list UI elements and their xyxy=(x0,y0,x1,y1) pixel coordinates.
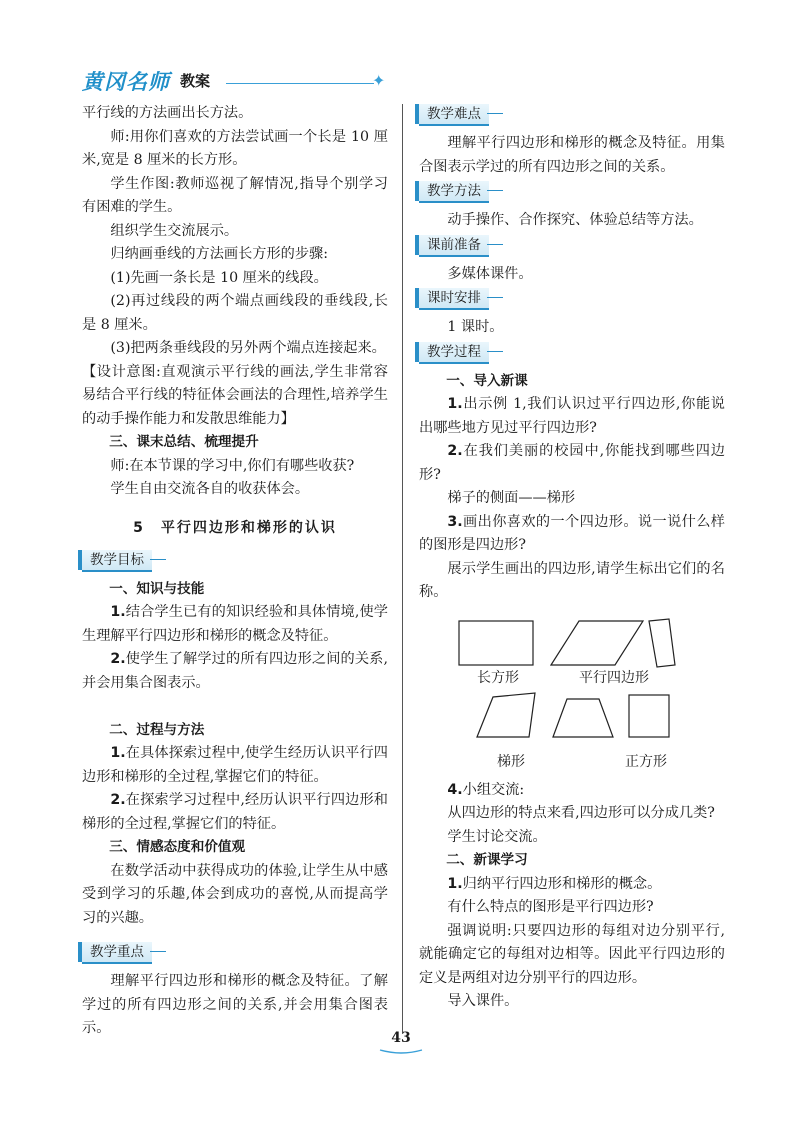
chapter-title: 5 平行四边形和梯形的认识 xyxy=(133,519,337,536)
item-number: 1. xyxy=(110,604,126,620)
item-number: 2. xyxy=(110,792,126,808)
section-heading: 一、知识与技能 xyxy=(109,580,205,597)
paragraph: (1)先画一条长是 10 厘米的线段。 xyxy=(110,269,328,286)
item-text: 在探索学习过程中,经历认识平行四边形和梯形的全过程,掌握它们的特征。 xyxy=(82,792,388,832)
item-number: 1. xyxy=(110,745,126,761)
item-text: 在我们美丽的校园中,你能找到哪些四边形? xyxy=(419,443,725,483)
item-number: 3. xyxy=(447,513,463,530)
spacer xyxy=(82,930,388,940)
parallelogram-shape xyxy=(551,621,643,665)
list-item xyxy=(82,789,388,836)
tag-label: 课时安排 xyxy=(419,288,489,310)
spacer xyxy=(82,695,388,719)
item-text: 在具体探索过程中,使学生经历认识平行四边形和梯形的全过程,掌握它们的特征。 xyxy=(82,745,388,785)
section-tag-goals xyxy=(82,550,388,574)
item-text: 小组交流: xyxy=(462,781,525,798)
paragraph: 组织学生交流展示。 xyxy=(110,222,239,239)
section-tag-prep xyxy=(419,235,725,259)
paragraph: 学生作图:教师巡视了解情况,指导个别学习有困难的学生。 xyxy=(82,175,388,215)
right-column xyxy=(419,102,725,1014)
item-text: 归纳平行四边形和梯形的概念。 xyxy=(462,875,662,892)
paragraph: 有什么特点的图形是平行四边形? xyxy=(447,899,654,915)
list-item xyxy=(419,779,725,803)
item-text: 使学生了解学过的所有四边形之间的关系,并会用集合图表示。 xyxy=(82,651,388,691)
left-column xyxy=(82,102,388,1041)
trapezoid-isosceles-shape xyxy=(553,699,613,737)
paragraph: 理解平行四边形和梯形的概念及特征。了解学过的所有四边形之间的关系,并会用集合图表示。 xyxy=(82,973,388,1036)
column-divider xyxy=(402,104,403,1032)
label-parallelogram: 平行四边形 xyxy=(579,669,649,686)
list-item xyxy=(419,440,725,487)
design-intent: 【设计意图:直观演示平行线的画法,学生非常容易结合平行线的特征体会画法的合理性,培养学生的动手操作能力和发散思维能力】 xyxy=(82,363,388,427)
tag-label: 教学重点 xyxy=(82,942,152,964)
section-heading: 二、新课学习 xyxy=(446,852,528,868)
item-number: 1. xyxy=(447,875,463,892)
list-item xyxy=(419,873,725,897)
item-text: 出示例 1,我们认识过平行四边形,你能说出哪些地方见过平行四边形? xyxy=(419,396,725,436)
section-tag-difficult xyxy=(419,104,725,128)
paragraph: 师:在本节课的学习中,你们有哪些收获? xyxy=(110,457,355,474)
item-number: 2. xyxy=(110,651,126,667)
section-heading: 一、导入新课 xyxy=(446,372,528,389)
paragraph: 多媒体课件。 xyxy=(447,265,533,282)
tag-label: 课前准备 xyxy=(419,235,489,257)
list-item xyxy=(82,742,388,789)
section-heading: 二、过程与方法 xyxy=(109,721,205,738)
paragraph: 理解平行四边形和梯形的概念及特征。用集合图表示学过的所有四边形之间的关系。 xyxy=(419,135,725,175)
tag-label: 教学方法 xyxy=(419,181,489,203)
page-header xyxy=(82,66,386,96)
section-tag-process xyxy=(419,342,725,366)
brand-logo: 黄冈名师 xyxy=(82,70,170,94)
paragraph: 展示学生画出的四边形,请学生标出它们的名称。 xyxy=(419,560,725,600)
paragraph: 从四边形的特点来看,四边形可以分成几类? xyxy=(447,805,715,821)
section-heading: 三、情感态度和价值观 xyxy=(109,839,246,855)
square-shape xyxy=(629,695,669,737)
shapes-svg xyxy=(419,613,725,773)
page-number: 43 xyxy=(391,1030,411,1046)
list-item xyxy=(82,648,388,695)
tag-label: 教学过程 xyxy=(419,342,489,364)
paragraph: 导入课件。 xyxy=(447,993,519,1009)
trapezoid-irregular-shape xyxy=(477,693,535,737)
paragraph: 梯子的侧面——梯形 xyxy=(447,490,576,506)
paragraph: 强调说明:只要四边形的每组对边分别平行,就能确定它的每组对边相等。因此平行四边形的定义是两组对边分别平行的四边形。 xyxy=(419,922,725,986)
paragraph: 1 课时。 xyxy=(447,319,504,335)
list-item xyxy=(82,601,388,648)
label-square: 正方形 xyxy=(625,753,667,770)
page-number-ornament xyxy=(378,1048,424,1054)
tag-label: 教学目标 xyxy=(82,550,152,572)
item-number: 1. xyxy=(447,396,463,412)
item-number: 4. xyxy=(447,781,463,798)
section-tag-key xyxy=(82,942,388,966)
parallelogram-tall-shape xyxy=(649,619,675,667)
paragraph: 在数学活动中获得成功的体验,让学生从中感受到学习的乐趣,体会到成功的喜悦,从而提高学习的兴趣。 xyxy=(82,862,388,926)
paragraph: 动手操作、合作探究、体验总结等方法。 xyxy=(447,212,703,228)
header-rule xyxy=(226,83,374,84)
list-item xyxy=(419,393,725,440)
rectangle-shape xyxy=(459,621,533,665)
paragraph: (2)再过线段的两个端点画线段的垂线段,长是 8 厘米。 xyxy=(82,293,388,333)
label-trapezoid: 梯形 xyxy=(497,753,525,770)
paragraph: 归纳画垂线的方法画长方形的步骤: xyxy=(110,246,328,262)
paragraph: 学生讨论交流。 xyxy=(447,828,547,845)
paragraph: 平行线的方法画出长方法。 xyxy=(82,105,253,121)
paragraph: 师:用你们喜欢的方法尝试画一个长是 10 厘米,宽是 8 厘米的长方形。 xyxy=(82,128,388,168)
label-rectangle: 长方形 xyxy=(477,669,519,686)
section-tag-method xyxy=(419,181,725,205)
tag-label: 教学难点 xyxy=(419,104,489,126)
item-text: 画出你喜欢的一个四边形。说一说什么样的图形是四边形? xyxy=(419,513,725,553)
item-number: 2. xyxy=(447,443,463,459)
header-subtitle: 教案 xyxy=(180,72,211,90)
item-text: 结合学生已有的知识经验和具体情境,使学生理解平行四边形和梯形的概念及特征。 xyxy=(82,604,388,644)
section-tag-time xyxy=(419,288,725,312)
section-heading: 三、课末总结、梳理提升 xyxy=(109,434,259,450)
list-item xyxy=(419,511,725,558)
quadrilateral-figure xyxy=(419,613,725,773)
paragraph: (3)把两条垂线段的另外两个端点连接起来。 xyxy=(110,340,386,356)
paragraph: 学生自由交流各自的收获体会。 xyxy=(110,481,310,497)
star-icon: ✦ xyxy=(372,71,386,90)
